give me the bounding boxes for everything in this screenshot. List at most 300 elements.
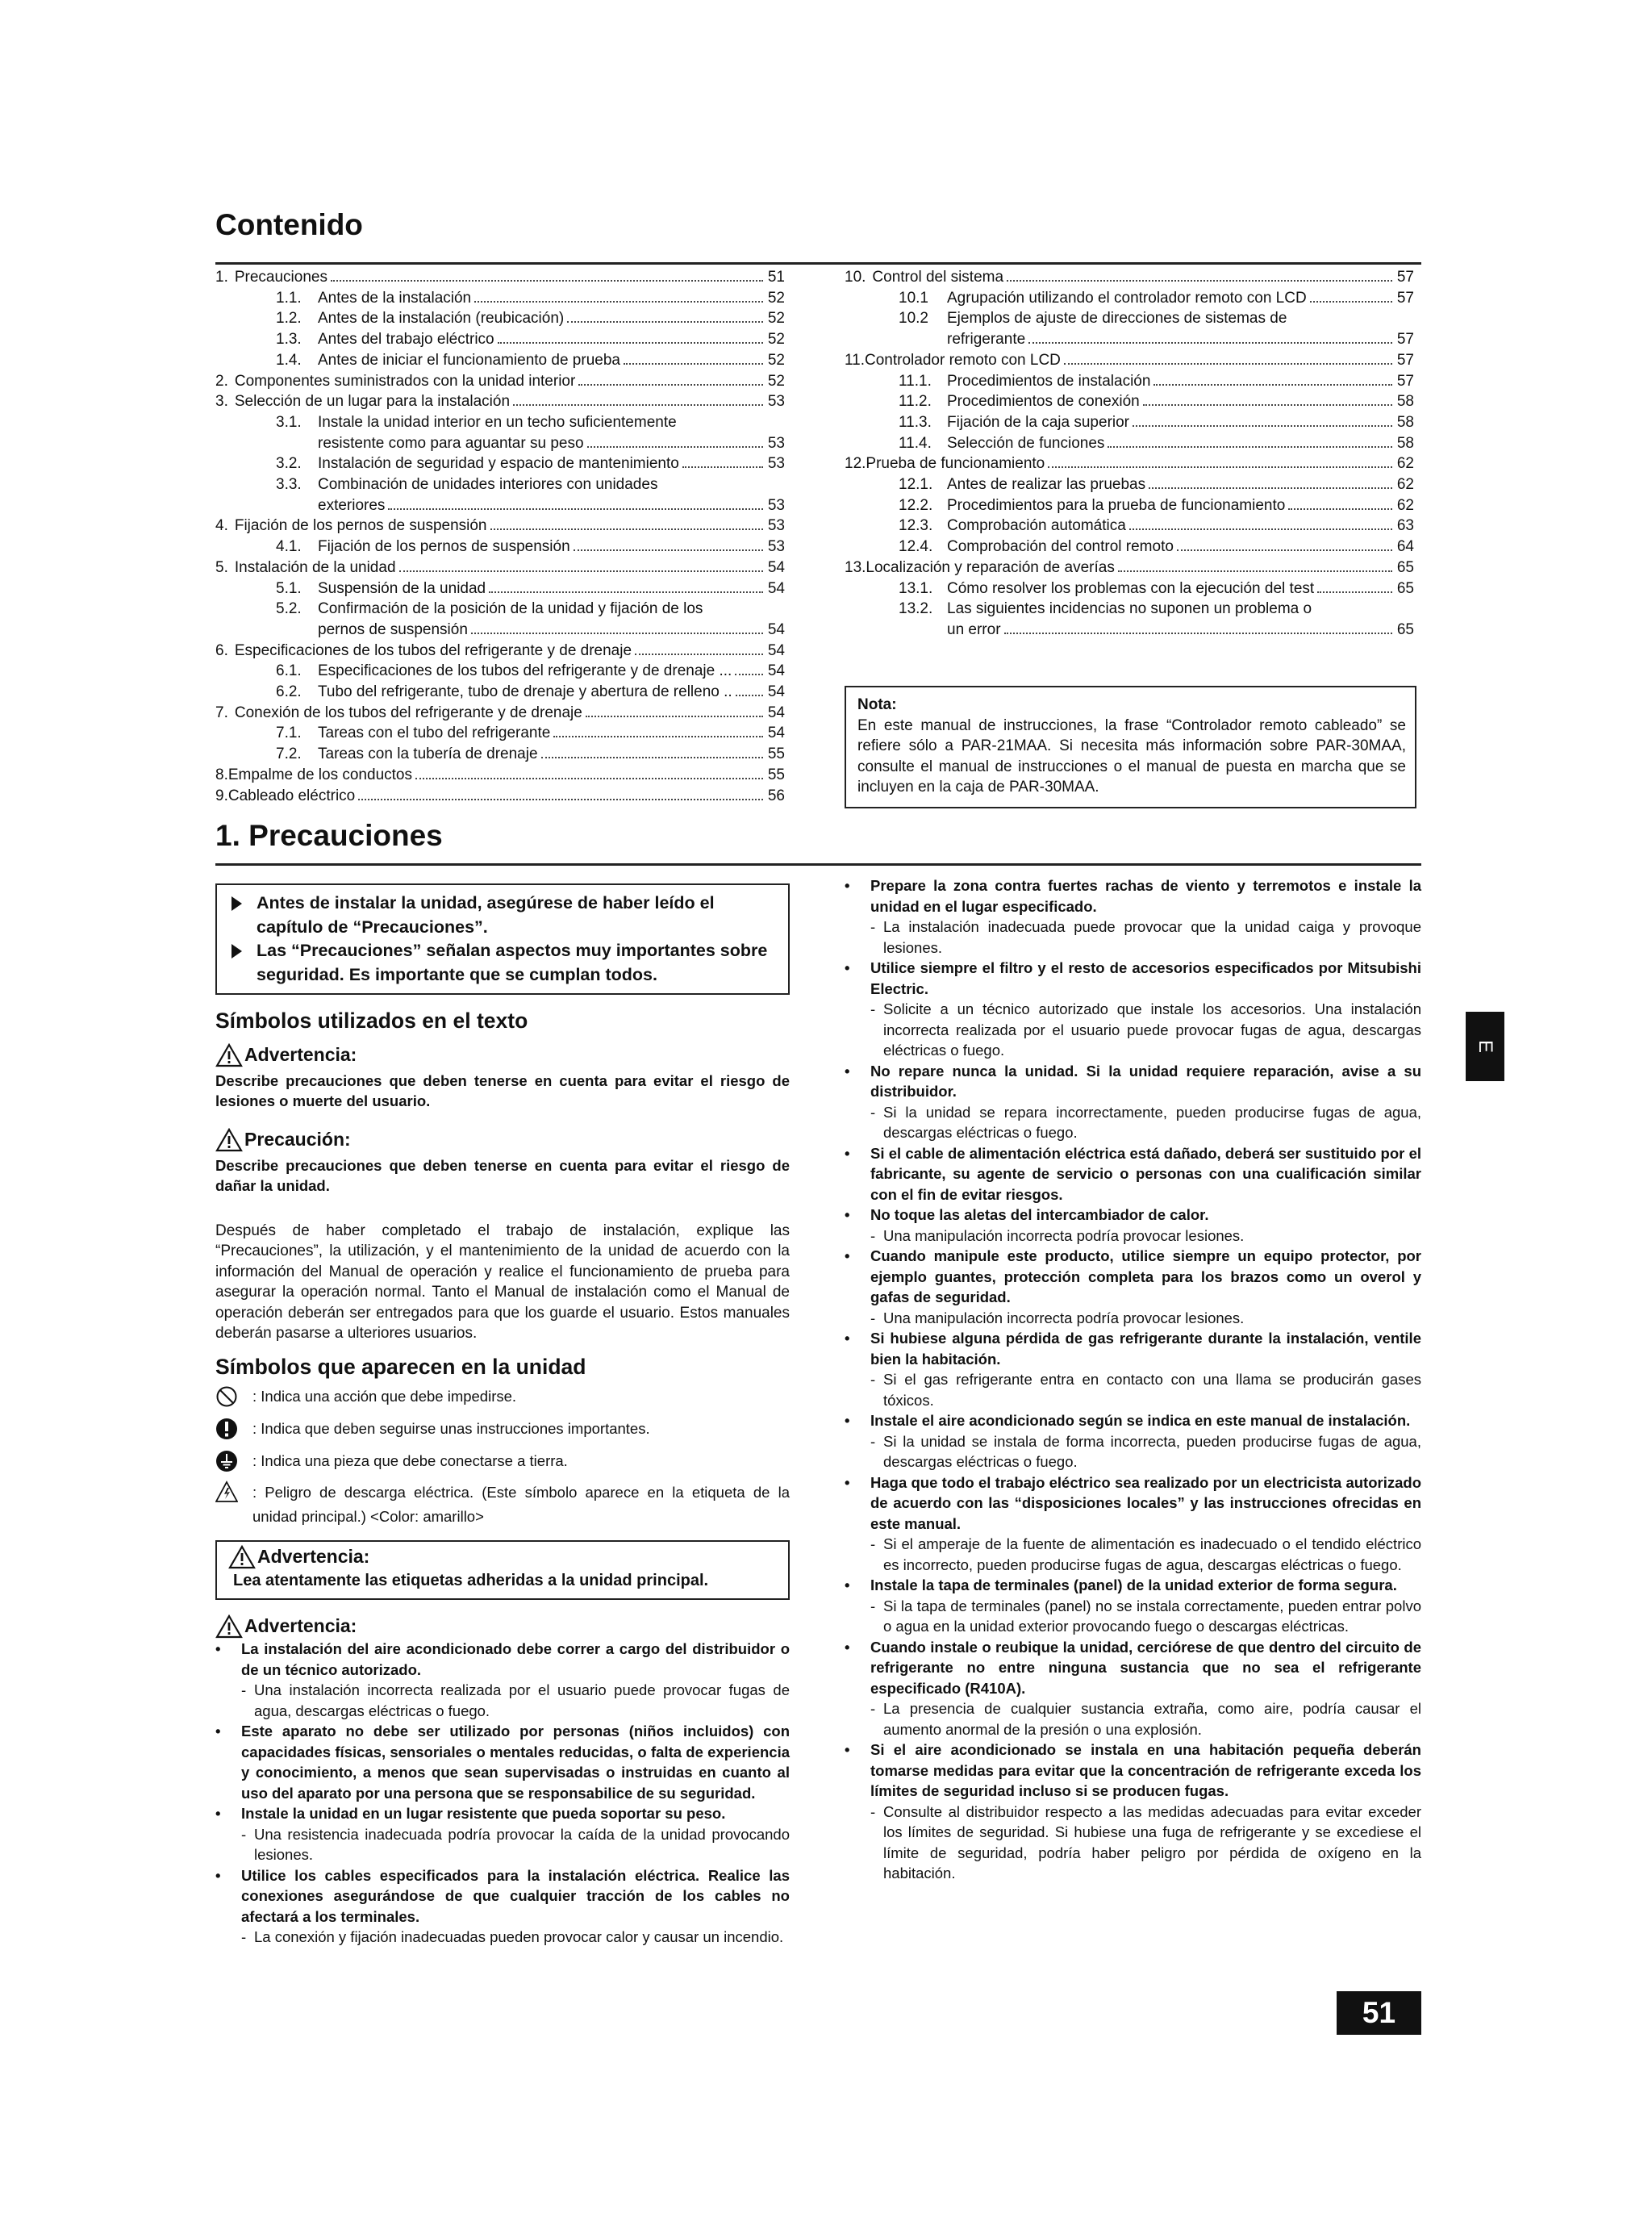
toc-entry	[845, 474, 1414, 495]
toc-entry-page: 52	[767, 351, 785, 369]
toc-entry	[215, 391, 785, 412]
toc-entry-number: 11.	[845, 351, 866, 369]
toc-entry-title: Ejemplos de ajuste de direcciones de sistemas de	[947, 310, 1287, 328]
toc-entry-page: 63	[1396, 517, 1414, 535]
warning-subitem	[845, 917, 1421, 958]
toc-entry-title: Especificaciones de los tubos del refrigerante y de drenaje ...	[318, 662, 732, 680]
toc-entry-title: Fijación de la caja superior	[947, 413, 1130, 431]
warning-bullet	[845, 1061, 1421, 1102]
toc-entry-title: Antes del trabajo eléctrico	[318, 331, 494, 349]
toc-entry-number: 6.1.	[276, 662, 302, 680]
toc-entry	[215, 558, 785, 578]
toc-entry-number: 6.2.	[276, 683, 302, 701]
warning-subitem	[845, 1369, 1421, 1410]
toc-leader	[1118, 570, 1392, 572]
precaucion-heading	[215, 1128, 790, 1152]
toc-leader	[471, 633, 763, 634]
bullet-dot-icon: •	[845, 1247, 850, 1264]
bullet-dot-icon: •	[215, 1805, 221, 1822]
toc-entry-title: Antes de la instalación (reubicación)	[318, 310, 565, 328]
prohibited-icon	[215, 1385, 238, 1408]
toc-entry	[215, 371, 785, 392]
toc-entry	[215, 350, 785, 371]
toc-leader	[1129, 528, 1392, 530]
warning-subitem-text: Una resistencia inadecuada podría provocar la caída de la unidad provocando lesiones.	[254, 1825, 790, 1863]
toc-entry-continuation	[215, 620, 785, 641]
unit-symbols-heading: Símbolos que aparecen en la unidad	[215, 1354, 586, 1379]
bullet-dot-icon: •	[215, 1640, 221, 1657]
toc-entry	[845, 267, 1414, 288]
warning-subitem	[845, 1431, 1421, 1472]
toc-entry	[215, 412, 785, 433]
warning-subitem	[845, 1596, 1421, 1637]
toc-leader	[1310, 301, 1392, 303]
toc-entry-page: 58	[1396, 393, 1414, 411]
toc-entry-title-cont: refrigerante	[947, 331, 1026, 349]
toc-leader	[358, 799, 763, 800]
warning-bullet	[215, 1721, 790, 1803]
warning-bullet	[215, 1865, 790, 1927]
toc-entry	[215, 474, 785, 495]
toc-entry-number: 3.1.	[276, 413, 302, 431]
warning-bullet-text: Instale el aire acondicionado según se indica en este manual de instalación.	[870, 1412, 1411, 1429]
warning-bullet	[845, 875, 1421, 917]
toc-entry	[845, 350, 1414, 371]
bullet-dot-icon: •	[215, 1723, 221, 1739]
unit-symbol-row	[215, 1385, 790, 1408]
dash-icon: -	[870, 1103, 876, 1121]
toc-entry-number: 7.2.	[276, 745, 302, 763]
ground-icon	[215, 1450, 238, 1472]
toc-entry-title: Comprobación del control remoto	[947, 538, 1174, 556]
language-tab-label: E	[1474, 1039, 1496, 1054]
toc-entry	[215, 744, 785, 765]
toc-entry-number: 1.1.	[276, 289, 302, 307]
toc-entry-number: 3.3.	[276, 476, 302, 494]
warning2-label: Advertencia:	[244, 1615, 357, 1637]
toc-entry-page: 56	[767, 787, 785, 804]
toc-entry-number: 12.3.	[899, 517, 933, 535]
toc-entry-page: 65	[1396, 620, 1414, 638]
toc-entry-continuation	[215, 495, 785, 516]
warning-subitem	[845, 1102, 1421, 1143]
box-warning-label: Advertencia:	[257, 1546, 370, 1568]
toc-entry-number: 13.1.	[899, 579, 933, 597]
toc-entry-title: Localización y reparación de averías	[866, 558, 1115, 576]
toc-entry-title: Precauciones	[234, 269, 327, 286]
toc-entry-number: 8.	[215, 766, 228, 783]
toc-entry-page: 53	[767, 393, 785, 411]
toc-entry	[215, 599, 785, 620]
warning-subitem-text: Solicite a un técnico autorizado que instale los accesorios. Una instalación incorrecta realizada por el usuario puede provocar fugas de agua, descargas eléctricas o fuego.	[883, 1000, 1421, 1059]
toc-entry-page: 52	[767, 289, 785, 307]
toc-leader	[1064, 363, 1392, 365]
toc-entry-title: Procedimientos de conexión	[947, 393, 1140, 411]
toc-leader	[1108, 446, 1391, 448]
toc-leader	[553, 736, 763, 737]
toc-entry-page: 58	[1396, 434, 1414, 452]
toc-entry	[845, 599, 1414, 620]
toc-entry-number: 12.	[845, 455, 866, 473]
note-title: Nota:	[857, 696, 897, 713]
intro-item	[232, 939, 778, 987]
toc-entry-title: Antes de iniciar el funcionamiento de prueba	[318, 351, 620, 369]
toc-leader	[1153, 384, 1391, 386]
dash-icon: -	[241, 1681, 247, 1698]
warning-subitem-text: Si el amperaje de la fuente de alimentación es inadecuado o el tendido eléctrico es incorrecto, pueden producirse fugas de agua, descargas eléctricas o fuego.	[883, 1535, 1421, 1573]
toc-entry-title: Empalme de los conductos	[227, 766, 412, 783]
toc-entry	[215, 641, 785, 662]
toc-entry-page: 62	[1396, 476, 1414, 494]
toc-entry	[845, 537, 1414, 558]
arrow-right-icon	[232, 896, 242, 911]
dash-icon: -	[870, 1000, 876, 1017]
toc-entry	[215, 578, 785, 599]
warning-subitem	[845, 1226, 1421, 1247]
toc-entry-title: Comprobación automática	[947, 517, 1126, 535]
toc-entry-number: 12.4.	[899, 538, 933, 556]
toc-entry-number: 13.	[845, 558, 866, 576]
toc-entry-number: 3.	[215, 393, 228, 411]
toc-entry	[215, 682, 785, 703]
toc-entry-title: Las siguientes incidencias no suponen un problema o	[947, 600, 1312, 618]
toc-entry-page: 54	[767, 683, 785, 701]
toc-entry-number: 4.	[215, 517, 228, 535]
toc-entry-number: 13.2.	[899, 600, 933, 618]
warning-subitem-text: Una instalación incorrecta realizada por el usuario puede provocar fugas de agua, descargas eléctricas o fuego.	[254, 1681, 790, 1719]
toc-leader	[567, 321, 763, 323]
toc-entry	[215, 723, 785, 744]
toc-entry-title: Fijación de los pernos de suspensión	[318, 538, 570, 556]
toc-entry	[845, 391, 1414, 412]
dash-icon: -	[870, 1597, 876, 1614]
toc-leader	[1149, 487, 1392, 489]
warning-bullet-text: Si hubiese alguna pérdida de gas refrigerante durante la instalación, ventile bien la habitación.	[870, 1330, 1421, 1368]
warning-bullet-text: Utilice siempre el filtro y el resto de accesorios especificados por Mitsubishi Electric.	[870, 959, 1421, 997]
toc-entry-title-cont: resistente como para aguantar su peso	[318, 434, 584, 452]
toc-entry-number: 6.	[215, 641, 228, 659]
toc-entry	[215, 288, 785, 309]
toc-entry-page: 57	[1396, 331, 1414, 349]
toc-entry-number: 2.	[215, 372, 228, 390]
toc-entry-title: Cableado eléctrico	[227, 787, 356, 804]
toc-entry-title: Antes de realizar las pruebas	[947, 476, 1146, 494]
toc-leader	[1007, 280, 1392, 282]
contents-title: Contenido	[215, 208, 363, 241]
toc-entry	[845, 495, 1414, 516]
warning-subitem-text: Consulte al distribuidor respecto a las medidas adecuadas para evitar exceder los límites de seguridad. Si hubiese una fuga de refrigerante y se excediese el límite de seguridad, podría haber peligro por pérdida de oxígeno en la habitación.	[883, 1802, 1421, 1881]
intro-box	[215, 883, 790, 995]
toc-entry-title: Conexión de los tubos del refrigerante y de drenaje	[234, 704, 582, 721]
note-box	[845, 686, 1416, 808]
intro-item	[232, 892, 778, 939]
instruction-icon	[215, 1418, 238, 1440]
toc-leader	[513, 404, 763, 406]
toc-entry-number: 11.1.	[899, 372, 932, 390]
toc-right-column	[845, 267, 1414, 641]
warning-bullet-text: Instale la tapa de terminales (panel) de la unidad exterior de forma segura.	[870, 1577, 1397, 1593]
toc-entry-page: 57	[1396, 351, 1414, 369]
warning-subitem	[845, 1698, 1421, 1739]
toc-entry	[845, 412, 1414, 433]
toc-entry-title: Tareas con el tubo del refrigerante	[318, 725, 551, 742]
toc-entry-number: 11.4.	[899, 434, 932, 452]
warning-bullet	[845, 1246, 1421, 1308]
toc-entry-page: 54	[767, 662, 785, 680]
warning-subitem	[215, 1824, 790, 1865]
toc-entry-page: 54	[767, 558, 785, 576]
toc-entry-continuation	[845, 329, 1414, 350]
toc-entry-title: Componentes suministrados con la unidad interior	[234, 372, 576, 390]
warning-bullet	[845, 1637, 1421, 1699]
dash-icon: -	[870, 1535, 876, 1552]
toc-entry	[215, 765, 785, 786]
toc-leader	[1177, 549, 1392, 551]
unit-symbol-row	[215, 1418, 790, 1440]
toc-entry-title: Instalación de la unidad	[234, 558, 396, 576]
note-text: En este manual de instrucciones, la frase “Controlador remoto cableado” se refiere sólo a PAR-21MAA. Si necesita más información sobre PAR-30MAA, consulte el manual de instrucciones o el manual de puesta en marcha que se incluyen en la caja de PAR-30MAA.	[857, 716, 1406, 796]
warning-bullet-text: Cuando manipule este producto, utilice siempre un equipo protector, por ejemplo guantes, protección completa para los brazos como un overol y gafas de seguridad.	[870, 1247, 1421, 1305]
toc-entry-title: Cómo resolver los problemas con la ejecución del test	[947, 579, 1315, 597]
toc-leader	[578, 384, 763, 386]
toc-entry	[845, 516, 1414, 537]
toc-entry-number: 1.3.	[276, 331, 302, 349]
toc-entry-title: Tareas con la tubería de drenaje	[318, 745, 538, 763]
warning-bullet-text: Cuando instale o reubique la unidad, cerciórese de que dentro del circuito de refrigerante no entre ninguna sustancia que no sea el refrigerante especificado (R410A).	[870, 1638, 1421, 1697]
warning-triangle-icon	[228, 1545, 256, 1569]
toc-entry-page: 54	[767, 704, 785, 721]
left-warning-list	[215, 1639, 790, 1948]
toc-entry	[215, 308, 785, 329]
warning-bullet-text: Instale la unidad en un lugar resistente que pueda soportar su peso.	[241, 1805, 726, 1822]
warning-subitem-text: La presencia de cualquier sustancia extraña, como aire, podría causar el aumento anormal de la presión o una explosión.	[883, 1700, 1421, 1738]
toc-entry	[845, 453, 1414, 474]
toc-entry-page: 55	[767, 766, 785, 783]
toc-entry-title: Confirmación de la posición de la unidad y fijación de los	[318, 600, 703, 618]
toc-leader	[474, 301, 763, 303]
advertencia-label: Advertencia:	[244, 1043, 357, 1065]
warning-bullet	[845, 1739, 1421, 1802]
page-number: 51	[1337, 1991, 1421, 2035]
toc-leader	[735, 674, 763, 675]
toc-entry-title: Tubo del refrigerante, tubo de drenaje y abertura de relleno ..	[318, 683, 732, 701]
toc-entry	[215, 537, 785, 558]
toc-leader	[1048, 466, 1392, 468]
toc-entry-number: 12.1.	[899, 476, 933, 494]
unit-symbol-text: : Indica que deben seguirse unas instrucciones importantes.	[252, 1420, 650, 1437]
warning-bullet-text: Utilice los cables especificados para la instalación eléctrica. Realice las conexiones asegurándose de que cualquier tracción de los cables no afectará a los terminales.	[241, 1866, 790, 1925]
toc-leader	[586, 716, 763, 717]
toc-leader	[1133, 425, 1392, 427]
warning-subitem-text: La instalación inadecuada puede provocar que la unidad caiga y provoque lesiones.	[883, 918, 1421, 956]
unit-symbol-row	[215, 1481, 790, 1529]
toc-entry-page: 64	[1396, 538, 1414, 556]
toc-entry-page: 53	[767, 496, 785, 514]
toc-entry-continuation	[215, 433, 785, 454]
toc-entry-page: 51	[767, 269, 785, 286]
section-title: 1. Precauciones	[215, 819, 443, 852]
intro-text: Las “Precauciones” señalan aspectos muy importantes sobre seguridad. Es importante que se cumplan todos.	[257, 941, 768, 984]
toc-entry-number: 11.2.	[899, 393, 932, 411]
right-warning-list	[845, 875, 1421, 1884]
intro-text: Antes de instalar la unidad, asegúrese de haber leído el capítulo de “Precauciones”.	[257, 893, 715, 937]
dash-icon: -	[870, 1226, 876, 1244]
toc-entry-number: 3.2.	[276, 455, 302, 473]
toc-entry	[845, 558, 1414, 578]
warning-subitem-text: Si la unidad se instala de forma incorrecta, pueden producirse fugas de agua, descargas eléctricas o fuego.	[883, 1432, 1421, 1470]
toc-entry-title-cont: exteriores	[318, 496, 386, 514]
warning-bullet	[845, 1328, 1421, 1369]
warning-triangle-icon	[215, 1043, 243, 1067]
toc-entry-page: 62	[1396, 455, 1414, 473]
toc-entry-page: 57	[1396, 269, 1414, 286]
toc-leader	[541, 757, 763, 758]
toc-leader	[1317, 591, 1392, 593]
toc-entry-number: 5.2.	[276, 600, 302, 618]
warning-bullet-text: No repare nunca la unidad. Si la unidad requiere reparación, avise a su distribuidor.	[870, 1062, 1421, 1100]
toc-entry-page: 53	[767, 517, 785, 535]
toc-entry-page: 55	[767, 745, 785, 763]
dash-icon: -	[870, 1802, 876, 1820]
toc-entry-title: Antes de la instalación	[318, 289, 472, 307]
dash-icon: -	[241, 1825, 247, 1843]
warning-subitem	[215, 1927, 790, 1948]
toc-entry-title: Agrupación utilizando el controlador remoto con LCD	[947, 289, 1307, 307]
toc-leader	[490, 528, 763, 530]
toc-entry-title-cont: un error	[947, 620, 1001, 638]
symbols-text-heading: Símbolos utilizados en el texto	[215, 1009, 528, 1033]
toc-entry-title: Especificaciones de los tubos del refrigerante y de drenaje	[234, 641, 632, 659]
toc-entry-page: 52	[767, 331, 785, 349]
toc-entry-page: 54	[767, 725, 785, 742]
precaucion-label: Precaución:	[244, 1128, 351, 1150]
label-warning-box	[215, 1540, 790, 1600]
toc-entry-number: 1.	[215, 269, 228, 286]
toc-leader	[1143, 404, 1392, 406]
toc-entry-page: 53	[767, 538, 785, 556]
warning-bullet-text: Si el cable de alimentación eléctrica está dañado, deberá ser sustituido por el fabricante, su agente de servicio o personas con una cualificación similar con el fin de evitar riesgos.	[870, 1144, 1421, 1203]
warning-triangle-icon	[215, 1128, 243, 1152]
toc-entry-page: 58	[1396, 413, 1414, 431]
warning-bullet-text: Si el aire acondicionado se instala en una habitación pequeña deberán tomarse medidas para evitar que la concentración de refrigerante exceda los límites de seguridad incluso si se producen fugas.	[870, 1741, 1421, 1799]
toc-entry-page: 54	[767, 641, 785, 659]
bullet-dot-icon: •	[215, 1866, 221, 1884]
toc-entry	[845, 578, 1414, 599]
contents-rule	[215, 262, 1421, 265]
toc-leader	[1288, 508, 1392, 510]
warning-bullet	[845, 958, 1421, 999]
toc-entry-title: Combinación de unidades interiores con unidades	[318, 476, 658, 494]
advertencia-heading	[215, 1043, 790, 1067]
toc-leader	[574, 549, 763, 551]
toc-entry	[215, 661, 785, 682]
warning-subitem-text: Si la unidad se repara incorrectamente, pueden producirse fugas de agua, descargas eléctricas o fuego.	[883, 1103, 1421, 1141]
warning-bullet-text: Este aparato no debe ser utilizado por personas (niños incluidos) con capacidades físicas, sensoriales o mentales reducidas, o falta de experiencia y conocimiento, a menos que sean supervisadas o instruidas en cuanto al uso del aparato por una persona que se responsabilice de su seguridad.	[241, 1723, 790, 1802]
warning-bullet	[215, 1639, 790, 1680]
toc-leader	[635, 654, 763, 655]
bullet-dot-icon: •	[845, 1638, 850, 1656]
toc-entry	[215, 329, 785, 350]
warning-bullet	[845, 1205, 1421, 1226]
dash-icon: -	[870, 1309, 876, 1326]
toc-entry	[215, 453, 785, 474]
toc-leader	[1028, 342, 1392, 344]
warning-subitem-text: Si el gas refrigerante entra en contacto con una llama se producirán gases tóxicos.	[883, 1371, 1421, 1409]
warning2-heading	[215, 1614, 790, 1639]
toc-entry-title: Prueba de funcionamiento	[866, 455, 1045, 473]
toc-entry-number: 10.1	[899, 289, 928, 307]
toc-entry	[845, 371, 1414, 392]
bullet-dot-icon: •	[845, 1062, 850, 1080]
toc-entry-title: Selección de un lugar para la instalación	[234, 393, 511, 411]
box-warning-heading	[228, 1545, 780, 1569]
bullet-dot-icon: •	[845, 877, 850, 894]
toc-leader	[331, 280, 763, 282]
toc-entry-title: Suspensión de la unidad	[318, 579, 486, 597]
toc-entry	[215, 267, 785, 288]
warning-bullet	[845, 1575, 1421, 1596]
toc-leader	[587, 446, 763, 448]
warning-subitem	[845, 1308, 1421, 1329]
unit-symbol-row	[215, 1450, 790, 1472]
warning-bullet-text: La instalación del aire acondicionado debe correr a cargo del distribuidor o de un técnico autorizado.	[241, 1640, 790, 1678]
unit-symbol-text: : Indica una acción que debe impedirse.	[252, 1388, 517, 1405]
box-warning-text: Lea atentamente las etiquetas adheridas a la unidad principal.	[233, 1572, 709, 1589]
warning-triangle-icon	[215, 1614, 243, 1639]
warning-subitem	[845, 1802, 1421, 1884]
arrow-right-icon	[232, 944, 242, 958]
toc-entry-title-cont: pernos de suspensión	[318, 620, 468, 638]
toc-entry-page: 54	[767, 620, 785, 638]
unit-symbol-text: : Indica una pieza que debe conectarse a tierra.	[252, 1452, 568, 1469]
toc-entry	[845, 433, 1414, 454]
toc-entry	[215, 703, 785, 724]
toc-entry-title: Fijación de los pernos de suspensión	[234, 517, 487, 535]
toc-leader	[624, 363, 763, 365]
toc-entry-number: 10.	[845, 269, 866, 286]
toc-entry-page: 52	[767, 310, 785, 328]
toc-entry-page: 53	[767, 434, 785, 452]
toc-entry-number: 5.	[215, 558, 228, 576]
section-rule	[215, 863, 1421, 866]
toc-entry-continuation	[845, 620, 1414, 641]
toc-entry-number: 9.	[215, 787, 228, 804]
toc-entry-number: 7.	[215, 704, 228, 721]
electric-shock-icon	[215, 1481, 238, 1503]
after-install-paragraph: Después de haber completado el trabajo de instalación, explique las “Precauciones”, la utilización, y el mantenimiento de la unidad de acuerdo con la información del Manual de operación y realice el funcionamiento de prueba para asegurar la operación normal. Tanto el Manual de instalación como el Manual de operación deberán ser entregados para que los guarde el usuario. Estos manuales deberán pasarse a ulteriores usuarios.	[215, 1222, 790, 1342]
toc-entry-page: 62	[1396, 496, 1414, 514]
advertencia-description: Describe precauciones que deben tenerse en cuenta para evitar el riesgo de lesiones o muerte del usuario.	[215, 1071, 790, 1109]
toc-entry-title: Procedimientos de instalación	[947, 372, 1151, 390]
bullet-dot-icon: •	[845, 1206, 850, 1223]
toc-leader	[388, 508, 762, 510]
dash-icon: -	[870, 918, 876, 935]
toc-entry-number: 5.1.	[276, 579, 302, 597]
warning-subitem-text: La conexión y fijación inadecuadas pueden provocar calor y causar un incendio.	[254, 1928, 784, 1945]
dash-icon: -	[870, 1700, 876, 1717]
toc-entry-title: Selección de funciones	[947, 434, 1105, 452]
bullet-dot-icon: •	[845, 959, 850, 976]
dash-icon: -	[241, 1928, 247, 1945]
toc-entry	[845, 288, 1414, 309]
bullet-dot-icon: •	[845, 1577, 850, 1593]
warning-subitem	[845, 999, 1421, 1061]
toc-entry-title: Procedimientos para la prueba de funcionamiento	[947, 496, 1286, 514]
toc-entry-number: 12.2.	[899, 496, 933, 514]
left-column	[215, 883, 790, 1948]
dash-icon: -	[870, 1432, 876, 1450]
toc-entry-number: 10.2	[899, 310, 928, 328]
